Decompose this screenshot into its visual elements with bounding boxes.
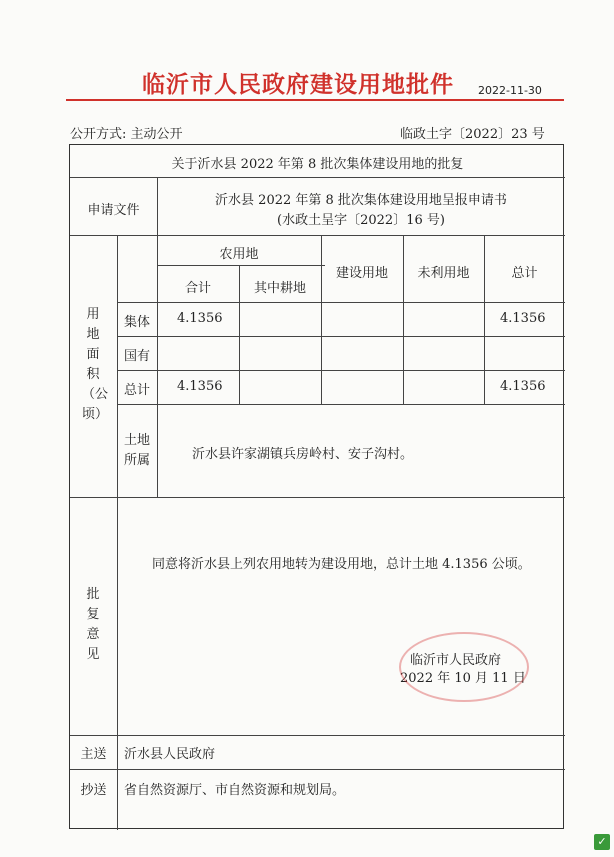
row-label-collective: 集体 — [123, 315, 150, 330]
row-divider — [117, 370, 565, 371]
application-line-2: (水政土呈字〔2022〕16 号) — [277, 213, 445, 228]
row-divider — [117, 336, 565, 337]
approval-label: 批复意见 — [86, 587, 100, 662]
row-divider — [70, 735, 565, 736]
column-divider — [157, 235, 158, 497]
ownership-value: 沂水县许家湖镇兵房岭村、安子沟村。 — [192, 447, 414, 462]
checkmark-icon: ✓ — [594, 834, 610, 850]
send-to-label: 主送 — [80, 747, 107, 762]
form-title: 关于沂水县 2022 年第 8 批次集体建设用地的批复 — [171, 157, 464, 172]
application-label: 申请文件 — [87, 203, 140, 218]
area-label: 用地面积（公顷） — [82, 307, 109, 422]
row-divider — [70, 769, 565, 770]
row-divider — [70, 497, 565, 498]
issuer-name: 临沂市人民政府 — [410, 653, 502, 668]
column-divider — [321, 235, 322, 404]
header-farmland: 农用地 — [219, 247, 259, 262]
header-subtotal: 合计 — [184, 281, 211, 296]
column-divider — [484, 235, 485, 404]
cc-value: 省自然资源厅、市自然资源和规划局。 — [124, 783, 346, 798]
row-label-total: 总计 — [123, 383, 150, 398]
header-construction: 建设用地 — [335, 266, 388, 281]
row-divider — [117, 404, 565, 405]
row-label-state: 国有 — [123, 349, 150, 364]
header-cultivated: 其中耕地 — [253, 281, 306, 296]
cell-collective-total: 4.1356 — [500, 311, 546, 326]
application-line-1: 沂水县 2022 年第 8 批次集体建设用地呈报申请书 — [215, 193, 507, 208]
row-divider — [117, 302, 565, 303]
column-divider — [117, 235, 118, 497]
official-seal — [399, 632, 529, 702]
column-divider — [117, 497, 118, 830]
column-divider — [403, 235, 404, 404]
cell-total-subtotal: 4.1356 — [177, 379, 223, 394]
header-divider — [66, 99, 564, 101]
approval-text: 同意将沂水县上列农用地转为建设用地，总计土地 4.1356 公顷。 — [152, 557, 531, 572]
approval-form — [69, 144, 564, 829]
issue-date: 2022 年 10 月 11 日 — [400, 671, 526, 686]
cell-collective-subtotal: 4.1356 — [177, 311, 223, 326]
row-divider — [157, 265, 325, 266]
header-unused: 未利用地 — [417, 266, 470, 281]
send-to-value: 沂水县人民政府 — [124, 747, 216, 762]
issue-date-stamp: 2022-11-30 — [478, 84, 542, 97]
row-divider — [70, 235, 565, 236]
row-divider — [70, 177, 565, 178]
ownership-label: 土地所属 — [123, 433, 150, 468]
publicity-mode: 公开方式: 主动公开 — [70, 127, 183, 142]
cell-total-total: 4.1356 — [500, 379, 546, 394]
header-total: 总计 — [511, 266, 538, 281]
cc-label: 抄送 — [80, 783, 107, 798]
document-number: 临政土字〔2022〕23 号 — [400, 127, 545, 142]
page-title: 临沂市人民政府建设用地批件 — [142, 72, 454, 98]
